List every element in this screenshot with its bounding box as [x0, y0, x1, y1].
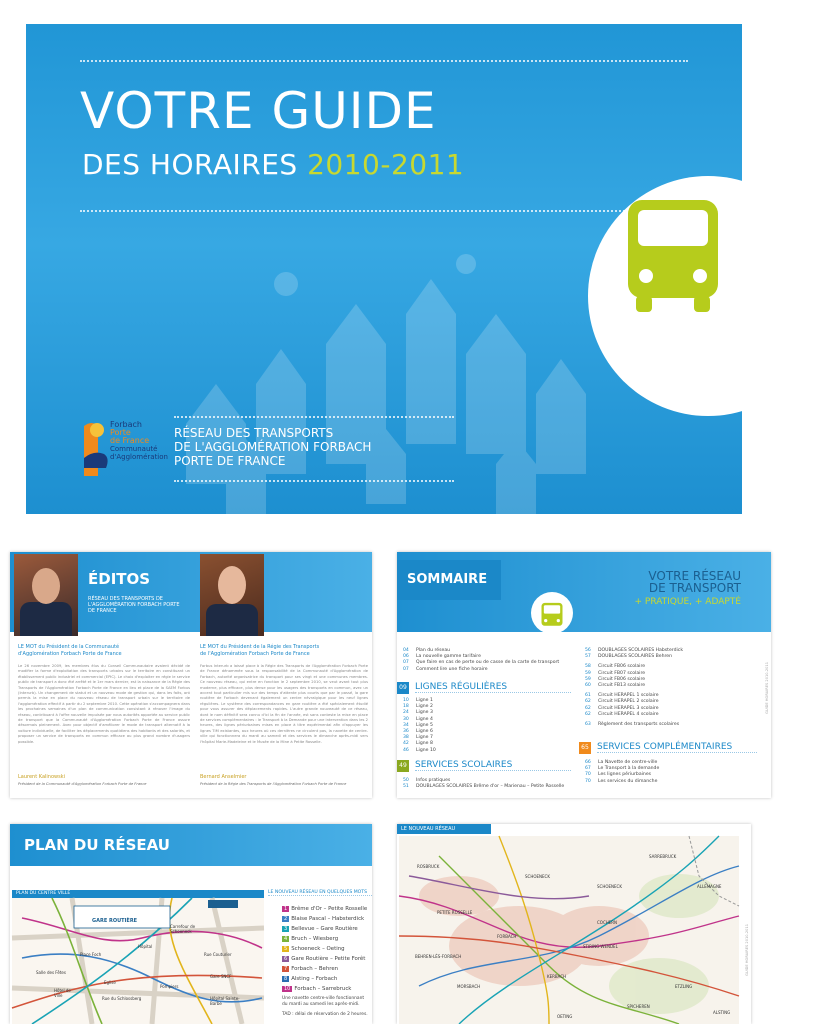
- side-running-title: GUIDE HORAIRES 2010-2011: [745, 924, 749, 976]
- line-number-badge: 2: [284, 916, 288, 922]
- toc-item[interactable]: [585, 683, 683, 689]
- toc-label: Ligne 6: [416, 729, 433, 735]
- street-label: Hôpital Sainte-Barbe: [210, 996, 240, 1006]
- cover-title: VOTRE GUIDE: [80, 82, 437, 140]
- toc-page: 57: [585, 654, 591, 660]
- toc-page: 58: [585, 664, 591, 670]
- street-label: Gare SNCF: [210, 974, 232, 979]
- street-label: Pompiers: [160, 984, 179, 989]
- place-label: ETZLING: [675, 984, 693, 989]
- toc-page: 24: [403, 710, 409, 716]
- place-label: STIRING-WENDEL: [583, 944, 618, 949]
- toc-complementaires: [585, 760, 659, 785]
- logo-line: Communauté: [110, 445, 158, 453]
- toc-label: Ligne 8: [416, 741, 433, 747]
- guide-cover: [26, 24, 742, 514]
- place-label: FORBACH: [497, 934, 517, 939]
- toc-label: Ligne 2: [416, 704, 433, 710]
- toc-label: Ligne 4: [416, 716, 433, 722]
- line-route: Forbach – Behren: [291, 966, 339, 972]
- legend-navette-2: du mardi au samedi les après-midi.: [282, 1002, 360, 1007]
- logo-line: d'Agglomération: [110, 453, 168, 461]
- toc-page: 62: [585, 711, 591, 717]
- toc-page: 70: [585, 772, 591, 778]
- legend-line-8: [282, 976, 337, 982]
- toc-label: Circuit HERAPEL 3 scolaire: [598, 705, 659, 711]
- place-label: COCHERN: [597, 920, 618, 925]
- toc-item[interactable]: [585, 654, 683, 660]
- sommaire-banner-text: [629, 570, 741, 608]
- place-label: ALLEMAGNE: [697, 884, 722, 889]
- toc-label: Ligne 1: [416, 698, 433, 703]
- place-label: KERBACH: [547, 974, 567, 979]
- toc-label: Ligne 10: [416, 747, 436, 753]
- sommaire-title: SOMMAIRE: [407, 572, 488, 587]
- suit-shape: [20, 602, 72, 636]
- banner-line: DE TRANSPORT: [648, 581, 741, 595]
- toc-label: DOUBLAGES SCOLAIRES Brême d'or – Marienau – Petite Rosselle: [416, 784, 565, 790]
- place-label: SCHOENECK: [525, 874, 550, 879]
- toc-label: Ligne 5: [416, 722, 433, 728]
- place-label: ALSTING: [713, 1010, 731, 1015]
- line-route: Alsting – Forbach: [291, 976, 338, 982]
- network-map: [399, 836, 739, 1024]
- line-number-badge: 1: [284, 906, 288, 912]
- cover-subtitle-text: DES HORAIRES: [82, 148, 298, 181]
- dotted-rule: [80, 210, 688, 212]
- left-signature-role: Président de la Communauté d'Agglomération Forbach Porte de France: [18, 782, 147, 786]
- legend-line-1: [282, 906, 367, 912]
- houses-illustration: [166, 224, 616, 524]
- place-label: ROSBRUCK: [417, 864, 440, 869]
- president-photo-left: [14, 554, 78, 636]
- street-label: Rue Couturier: [204, 952, 232, 957]
- network-map-page: [397, 824, 751, 1024]
- logo-line: Porte: [110, 428, 131, 437]
- toc-intro: [403, 648, 559, 673]
- bus-icon: [540, 602, 564, 630]
- legend-line-3: [282, 926, 358, 932]
- street-label: Hôpital: [138, 944, 153, 949]
- editos-page: [10, 552, 372, 798]
- line-number-badge: 7: [284, 966, 288, 972]
- cover-network-label: [174, 426, 454, 468]
- cover-years: 2010-2011: [307, 148, 465, 181]
- toc-page: 50: [403, 778, 409, 783]
- logo-text: [110, 421, 168, 461]
- toc-label: Circuit HERAPEL 2 scolaire: [598, 699, 659, 705]
- toc-label: Le Transport à la demande: [598, 766, 660, 772]
- line-number-badge: 5: [284, 946, 288, 952]
- editos-subtitle: RÉSEAU DES TRANSPORTS DE L'AGGLOMÉRATION FORBACH PORTE DE FRANCE: [88, 596, 180, 614]
- toc-page: 34: [403, 722, 409, 728]
- toc-page: 67: [585, 766, 591, 772]
- toc-page: 60: [585, 683, 591, 689]
- toc-page: 04: [403, 648, 409, 653]
- street-label: Salle des Fêtes: [36, 970, 66, 975]
- place-label: SCHOENECK: [597, 884, 622, 889]
- toc-label: La Navette de centre-ville: [598, 760, 658, 765]
- heading-line: d'Agglomération Forbach Porte de France: [18, 651, 122, 657]
- toc-item[interactable]: [403, 748, 436, 754]
- legend-heading: LE NOUVEAU RÉSEAU EN QUELQUES MOTS: [268, 890, 372, 896]
- toc-page: 66: [585, 760, 591, 765]
- toc-page: 51: [403, 784, 409, 790]
- toc-page: 63: [585, 722, 591, 728]
- toc-label: Ligne 7: [416, 735, 433, 741]
- left-signature-name: Laurent Kalinowski: [18, 774, 65, 780]
- toc-circuits: [585, 648, 683, 728]
- gare-routiere-label: GARE ROUTIÈRE: [92, 918, 138, 924]
- toc-page: 61: [585, 693, 591, 699]
- toc-label: Plan du réseau: [416, 648, 451, 653]
- section-number: 49: [397, 760, 409, 772]
- dotted-rule: [80, 60, 688, 62]
- suit-shape: [206, 604, 258, 636]
- legend-line-5: [282, 946, 345, 952]
- place-label: SPICHEREN: [627, 1004, 650, 1009]
- dotted-rule: [174, 416, 454, 418]
- place-label: BEHREN-LÈS-FORBACH: [415, 954, 462, 959]
- toc-item[interactable]: [403, 784, 564, 790]
- centre-ville-label: PLAN DU CENTRE VILLE: [12, 890, 264, 898]
- network-line: DE L'AGGLOMÉRATION FORBACH: [174, 440, 372, 454]
- toc-page: 06: [403, 654, 409, 660]
- plan-title: PLAN DU RÉSEAU: [24, 836, 170, 854]
- network-line: PORTE DE FRANCE: [174, 454, 286, 468]
- place-label: PETITE ROSSELLE: [437, 910, 473, 915]
- legend-line-4: [282, 936, 338, 942]
- section-number: 09: [397, 682, 409, 694]
- heading-line: LE MOT du Président de la Régie des Transports: [200, 644, 320, 650]
- banner-line: VOTRE RÉSEAU: [648, 569, 741, 583]
- toc-page: 62: [585, 705, 591, 711]
- line-route: Gare Routière – Petite Forêt: [291, 956, 366, 962]
- section-lignes-regulieres: LIGNES RÉGULIÈRES: [415, 682, 571, 693]
- toc-page: 38: [403, 735, 409, 741]
- right-signature-name: Bernard Anselmier: [200, 774, 247, 780]
- toc-page: 36: [403, 729, 409, 735]
- editos-title: ÉDITOS: [88, 570, 151, 588]
- toc-page: 30: [403, 716, 409, 722]
- toc-label: Infos pratiques: [416, 778, 451, 783]
- toc-label: DOUBLAGES SCOLAIRES Behren: [598, 654, 673, 660]
- toc-page: 10: [403, 698, 409, 703]
- section-services-scolaires: SERVICES SCOLAIRES: [415, 760, 571, 771]
- line-number-badge: 10: [284, 986, 291, 992]
- left-edito-text: Le 26 novembre 2009, les membres élus du Conseil Communautaire avaient décidé de modifier la forme d'exploitation des transports urbains sur le territoire en constituant un établissement public industriel et commercial (EPIC). Le choix d'exploiter en régie le service public de transport a donc été arrêté et le 1er mars dernier, est la naissance de la Régie des Transports de l'Agglomération Forbach Porte de France en lieu et place de la SAEM Forbus (Interurb). Un changement de statut et un nouveau mode de gestion qui, dans les faits, ont permis la mise en place du nouveau réseau de transport urbain sur le territoire de l'agglomération effectif à partir du 2 septembre 2010. Cette opération s'accompagnera dans les prochaines semaines d'un plan de communication consistant à rénover l'image du réseau, contribuant à l'offre nouvelle impulsée par nous autorités apportée au service public de transport que la Communauté d'Agglomération Forbach Porte de France assure désormais pleinement. Avec pour objectif d'améliorer le mode de transport alternatif à la voiture individuelle, de faciliter les déplacements quotidiens des habitants et des salariés, et proposer un service de transports en commun efficace au plus grand nombre d'usagers possible.: [18, 664, 190, 744]
- toc-label: Circuit FB07 scolaire: [598, 670, 646, 676]
- toc-label: Circuit HERAPEL 4 scolaire: [598, 711, 659, 717]
- line-route: Bruch – Wiesberg: [291, 936, 339, 942]
- line-number-badge: 4: [284, 936, 288, 942]
- street-label: Carrefour de Schoeneck: [170, 924, 196, 934]
- toc-lignes: [403, 698, 436, 754]
- right-edito-heading: [200, 644, 319, 658]
- map-label: LE NOUVEAU RÉSEAU: [397, 824, 491, 834]
- line-route: Blaise Pascal – Habsterdick: [291, 916, 365, 922]
- face-shape: [32, 568, 60, 604]
- heading-line: LE MOT du Président de la Communauté: [18, 644, 120, 650]
- line-number-badge: 8: [284, 976, 288, 982]
- toc-label: La nouvelle gamme tarifaire: [416, 654, 481, 660]
- line-route: Forbach – Sarrebruck: [294, 986, 352, 992]
- left-edito-heading: [18, 644, 122, 658]
- place-label: SARREBRUCK: [649, 854, 677, 859]
- network-line: RÉSEAU DES TRANSPORTS: [174, 426, 334, 440]
- toc-label: Les services du dimanche: [598, 778, 658, 784]
- line-route: Schoeneck – Oeting: [291, 946, 345, 952]
- toc-scolaires: [403, 778, 564, 790]
- legend-line-6: [282, 956, 365, 962]
- toc-label: Circuit FB06 scolaire: [598, 664, 646, 670]
- toc-page: 42: [403, 741, 409, 747]
- toc-label: Circuit FB06 scolaire: [598, 676, 646, 682]
- logo-line: Forbach: [110, 420, 142, 429]
- line-route: Brême d'Or – Petite Rosselle: [291, 906, 368, 912]
- street-label: Eglise: [104, 980, 116, 985]
- line-route: Bellevue – Gare Routière: [291, 926, 358, 932]
- toc-page: 56: [585, 648, 591, 653]
- section-services-complementaires: SERVICES COMPLÉMENTAIRES: [597, 742, 757, 753]
- toc-page: 59: [585, 670, 591, 676]
- heading-line: de l'Agglomération Forbach Porte de France: [200, 651, 310, 657]
- president-photo-right: [200, 554, 264, 636]
- toc-label: Règlement des transports scolaires: [598, 722, 680, 728]
- toc-label: Les lignes périurbaines: [598, 772, 652, 778]
- toc-page: 46: [403, 747, 409, 753]
- toc-page: 59: [585, 676, 591, 682]
- toc-page: 07: [403, 666, 409, 672]
- street-label: Hôtel de Ville: [54, 988, 71, 998]
- street-label: Rue du Schlossberg: [102, 996, 142, 1001]
- toc-label: Que faire en cas de perte ou de casse de la carte de transport: [416, 660, 560, 666]
- toc-page: 18: [403, 704, 409, 710]
- toc-item[interactable]: [585, 779, 659, 785]
- toc-label: Comment lire une fiche horaire: [416, 666, 488, 672]
- toc-page: 62: [585, 699, 591, 705]
- banner-tagline: + PRATIQUE, + ADAPTÉ: [634, 597, 741, 607]
- legend-tad: TAD : délai de réservation de 2 heures.: [282, 1012, 368, 1017]
- legend-line-2: [282, 916, 364, 922]
- place-label: OETING: [557, 1014, 573, 1019]
- bus-icon: [624, 196, 722, 316]
- logo-line: de France: [110, 436, 150, 445]
- line-number-badge: 6: [284, 956, 288, 962]
- face-shape: [218, 566, 246, 604]
- side-running-title: GUIDE HORAIRES 2010-2011: [765, 662, 769, 714]
- toc-label: Circuit HERAPEL 1 scolaire: [598, 693, 659, 699]
- legend-line-10: [282, 986, 351, 992]
- toc-item[interactable]: [403, 667, 559, 673]
- toc-page: 07: [403, 660, 409, 666]
- plan-page: [10, 824, 372, 1024]
- toc-label: DOUBLAGES SCOLAIRES Habsterdick: [598, 648, 683, 653]
- toc-item[interactable]: [585, 712, 683, 718]
- dotted-rule: [174, 480, 454, 482]
- cover-subtitle: [82, 148, 464, 181]
- toc-label: Ligne 3: [416, 710, 433, 716]
- line-number-badge: 3: [284, 926, 288, 932]
- sommaire-page: [397, 552, 771, 798]
- street-label: Place Foch: [80, 952, 102, 957]
- legend-navette: Une navette centre-ville fonctionnant: [282, 996, 365, 1001]
- toc-page: 70: [585, 778, 591, 784]
- place-label: MORSBACH: [457, 984, 481, 989]
- toc-item[interactable]: [585, 722, 683, 728]
- right-edito-text: Forbus Interurb a laissé place à la Régie des Transports de l'Agglomération Forbach Porte de France dénommée sous la responsabilité de la Communauté d'Agglomération de Forbach, autorité organisatrice du transport pour ses vingt et une communes membres. Ce nouveau réseau, qui entre en fonction le 2 septembre 2010, se veut avant tout plus moderne, plus efficace, plus dense pour les usagers des transports en commun, avec un accent tout particulier mis sur des temps d'attente plus courts que par le passé, la gare routière de Forbach devenant également un centre névralgique pour les neuf lignes régulières. Le système des correspondances en gare routière a été spécialement étudié pour vous assurer des déplacements rapides. L'autre grande nouveauté de ce réseau, dont le nom définitif sera connu d'ici la fin de l'année, est sans conteste la mise en place de services complémentaires : le Transport à la Demande pour une intervention dans les 2 heures, des lignes périurbaines mises en place à titre expérimental afin d'appuyer les lignes TIM existantes, aux heures où ces dernières ne circulent pas, la navette de centre-ville qui fonctionnera du mardi au samedi et des services le dimanche après-midi vers l'hôpital Marie-Madeleine et le Musée de la Mine à Petite Rosselle.: [200, 664, 368, 744]
- right-signature-role: Président de la Régie des Transports de l'Agglomération Forbach Porte de France: [200, 782, 347, 786]
- toc-label: Circuit FB13 scolaire: [598, 683, 646, 689]
- section-number: 65: [579, 742, 591, 754]
- legend-line-7: [282, 966, 338, 972]
